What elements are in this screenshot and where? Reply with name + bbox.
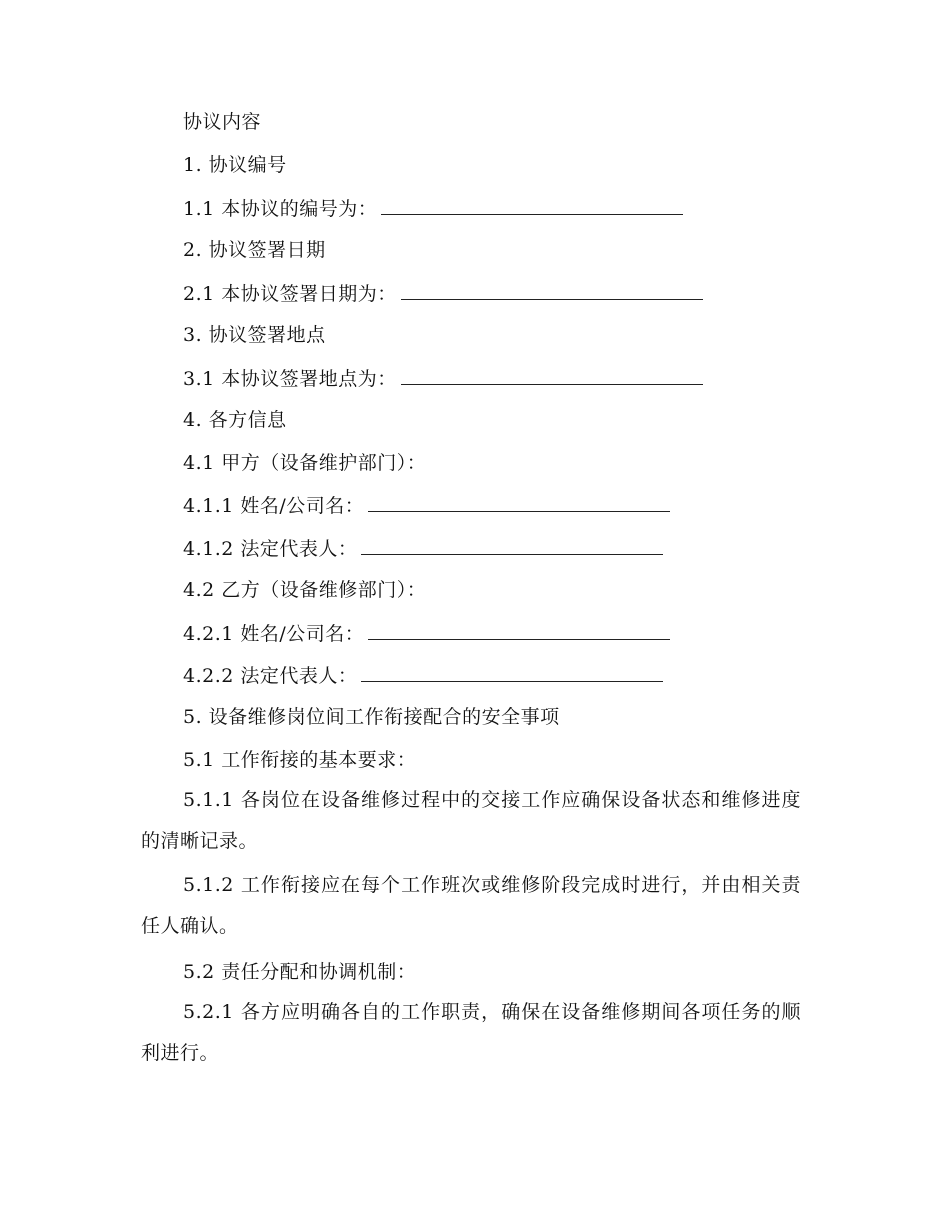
clause-5-1: 5.1 工作衔接的基本要求：: [183, 749, 417, 771]
clause-4-1-2-label: 4.1.2 法定代表人：: [183, 538, 358, 560]
clause-4-1-1: [183, 493, 670, 518]
clause-1-1-label: 1.1 本协议的编号为：: [183, 198, 378, 220]
agreement-number-blank[interactable]: [381, 196, 683, 215]
party-b-name-blank[interactable]: [368, 621, 670, 640]
clause-4-1: 4.1 甲方（设备维护部门）：: [183, 452, 427, 474]
party-a-name-blank[interactable]: [368, 493, 670, 512]
clause-5-2-1: 5.2.1 各方应明确各自的工作职责，确保在设备维修期间各项任务的顺利进行。: [141, 1001, 801, 1064]
clause-4-1-2: [183, 536, 663, 561]
clause-4-2: 4.2 乙方（设备维修部门）：: [183, 579, 427, 601]
clause-5-1-2: 5.1.2 工作衔接应在每个工作班次或维修阶段完成时进行，并由相关责任人确认。: [141, 874, 801, 937]
section-3-title: 3. 协议签署地点: [183, 324, 326, 346]
clause-4-2-1-label: 4.2.1 姓名/公司名：: [183, 623, 365, 645]
signing-date-blank[interactable]: [401, 281, 703, 300]
clause-2-1: [183, 281, 703, 306]
clause-5-2: 5.2 责任分配和协调机制：: [183, 961, 417, 983]
clause-3-1-label: 3.1 本协议签署地点为：: [183, 368, 397, 390]
clause-4-2-2-label: 4.2.2 法定代表人：: [183, 665, 358, 687]
section-2-title: 2. 协议签署日期: [183, 239, 326, 261]
clause-2-1-label: 2.1 本协议签署日期为：: [183, 283, 397, 305]
section-1-title: 1. 协议编号: [183, 154, 287, 176]
clause-5-1-1: 5.1.1 各岗位在设备维修过程中的交接工作应确保设备状态和维修进度的清晰记录。: [141, 789, 801, 852]
party-a-representative-blank[interactable]: [361, 536, 663, 555]
clause-4-1-1-label: 4.1.1 姓名/公司名：: [183, 495, 365, 517]
document-heading: 协议内容: [183, 111, 262, 133]
signing-place-blank[interactable]: [401, 366, 703, 385]
party-b-representative-blank[interactable]: [361, 663, 663, 682]
clause-3-1: [183, 366, 703, 391]
section-4-title: 4. 各方信息: [183, 409, 287, 431]
clause-4-2-1: [183, 621, 670, 646]
clause-1-1: [183, 196, 683, 221]
clause-4-2-2: [183, 663, 663, 688]
section-5-title: 5. 设备维修岗位间工作衔接配合的安全事项: [183, 706, 560, 728]
